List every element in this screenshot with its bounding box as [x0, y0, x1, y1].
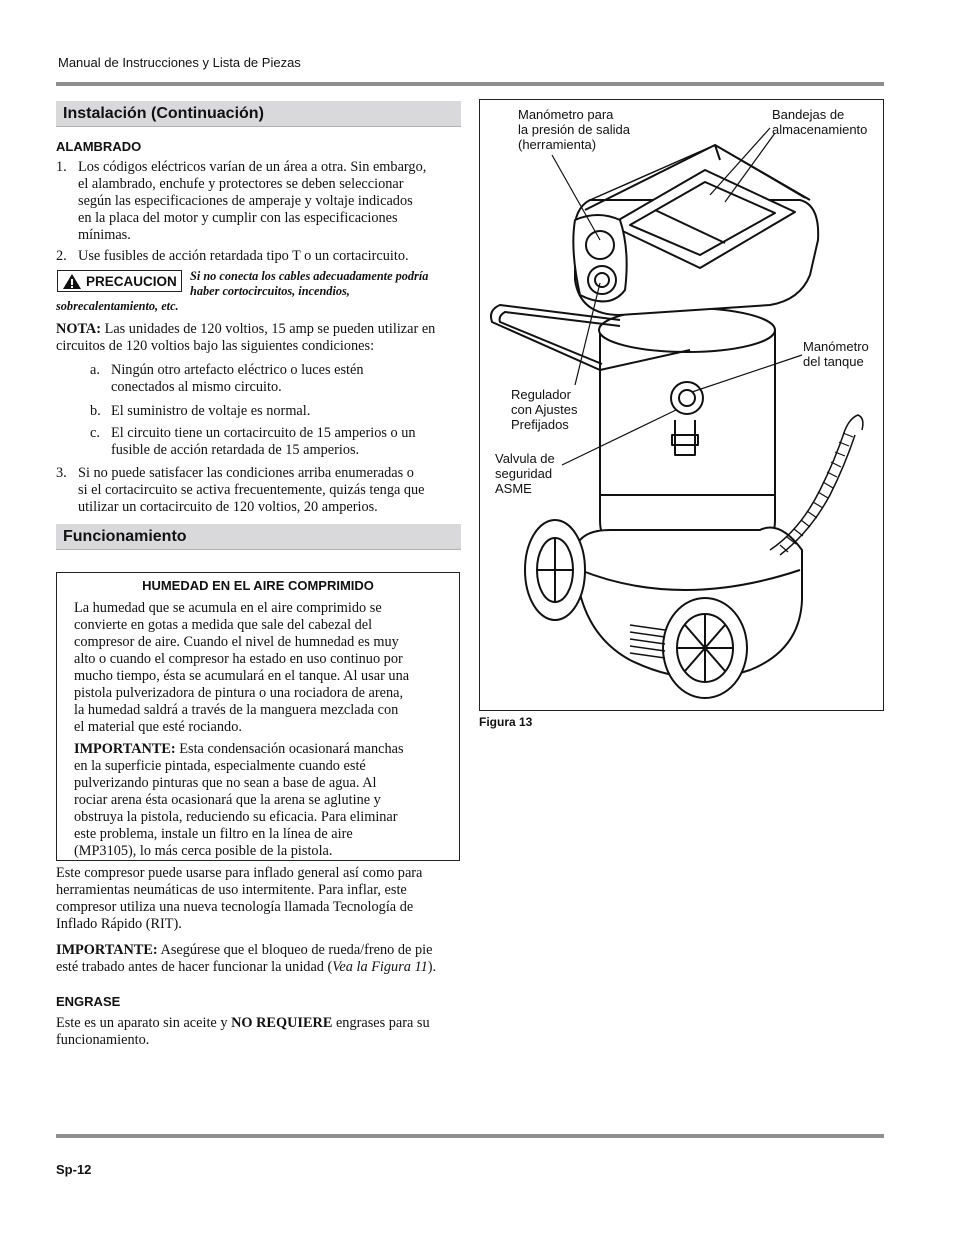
- sub-letter: b.: [90, 403, 101, 419]
- list-item-2: [56, 248, 466, 265]
- text-line: rociar arena ésta ocasionará que la arena se aglutine y: [74, 792, 381, 808]
- figure-caption: Figura 13: [479, 715, 533, 729]
- label-storage-trays: [772, 107, 867, 137]
- text-line: Las unidades de 120 voltios, 15 amp se pueden utilizar en: [101, 321, 436, 337]
- figure-reference: Vea la Figura 11: [332, 959, 428, 975]
- subheading-lubrication: ENGRASE: [56, 994, 121, 1009]
- important-paragraph: [56, 942, 471, 976]
- label-outlet-gauge: [518, 107, 630, 152]
- text-line: Manómetro para: [518, 107, 614, 122]
- sub-item-a: [90, 362, 470, 396]
- text-line: con Ajustes: [511, 402, 578, 417]
- sub-letter: a.: [90, 362, 100, 378]
- text-line: este problema, instale un filtro en la línea de aire: [74, 826, 353, 842]
- text-line: convierte en gotas a medida que sale del cabezal del: [74, 617, 373, 633]
- lubrication-paragraph: [56, 1015, 471, 1049]
- list-number: 1.: [56, 159, 67, 175]
- text-line: conectados al mismo circuito.: [111, 379, 282, 395]
- section-title-installation: Instalación (Continuación): [56, 101, 461, 127]
- footer-rule: [56, 1134, 884, 1138]
- list-item-1: [56, 159, 466, 244]
- text-line: Prefijados: [511, 417, 569, 432]
- section-title-operation: Funcionamiento: [56, 524, 461, 550]
- text-line: Regulador: [511, 387, 571, 402]
- important-label: IMPORTANTE:: [74, 741, 176, 757]
- text-line: la humedad saldrá a través de la manguera mezclada con: [74, 702, 399, 718]
- important-label: IMPORTANTE:: [56, 942, 158, 958]
- text-line: la presión de salida: [518, 122, 631, 137]
- list-number: 3.: [56, 465, 67, 481]
- text-line: alto o cuando el compresor ha estado en uso continuo por: [74, 651, 403, 667]
- text-line: compresor de aire. Cuando el nivel de humnedad es muy: [74, 634, 399, 650]
- text-line: herramientas neumáticas de uso intermitente. Para inflar, este: [56, 882, 407, 898]
- caution-text-line2: haber cortocircuitos, incendios,: [190, 284, 350, 298]
- caution-badge: [57, 270, 182, 292]
- text-line: seguridad: [495, 466, 553, 481]
- text-line: El circuito tiene un cortacircuito de 15 amperios o un: [111, 425, 416, 441]
- label-tank-gauge: [803, 339, 869, 369]
- text-line: Valvula de: [495, 451, 555, 466]
- text-line: Este es un aparato sin aceite y: [56, 1015, 232, 1031]
- text-line: en la placa del motor y cumplir con las especificaciones: [78, 210, 398, 226]
- text-line: fusible de acción retardada de 15 amperios.: [111, 442, 360, 458]
- text-line: almacenamiento: [772, 122, 868, 137]
- note-label: NOTA:: [56, 321, 102, 337]
- text-line: obstruya la pistola, reduciendo su eficacia. Para eliminar: [74, 809, 398, 825]
- text-line: Ningún otro artefacto eléctrico o luces estén: [111, 362, 364, 378]
- text-line: esté trabado antes de hacer funcionar la unidad (: [56, 959, 333, 975]
- subheading-wiring: ALAMBRADO: [56, 139, 142, 154]
- text-line: Asegúrese que el bloqueo de rueda/freno de pie: [157, 942, 433, 958]
- box-paragraph-1: [74, 600, 459, 736]
- caution-label: PRECAUCION: [86, 273, 177, 289]
- text-line: Si no puede satisfacer las condiciones arriba enumeradas o: [78, 465, 414, 481]
- warning-icon: [62, 273, 82, 290]
- figure-13-frame: [479, 99, 884, 711]
- text-line: pistola pulverizadora de pintura o una rociadora de arena,: [74, 685, 404, 701]
- list-number: 2.: [56, 248, 67, 264]
- list-item-3: [56, 465, 466, 516]
- text-line: según las especificaciones de amperaje y voltaje indicados: [78, 193, 413, 209]
- label-regulator: [511, 387, 578, 432]
- text-line: El suministro de voltaje es normal.: [111, 403, 311, 419]
- text-line: engrases para su: [332, 1015, 430, 1031]
- text-line: en la superficie pintada, especialmente cuando esté: [74, 758, 366, 774]
- sub-item-b: [90, 403, 470, 420]
- text-line: compresor utiliza una nueva tecnología llamada Tecnología de: [56, 899, 414, 915]
- text-line: el material que esté rociando.: [74, 719, 242, 735]
- text-line: (MP3105), lo más cerca posible de la pistola.: [74, 843, 333, 859]
- text-line: Bandejas de: [772, 107, 845, 122]
- text-line: ).: [427, 959, 437, 975]
- text-line: funcionamiento.: [56, 1032, 150, 1048]
- text-line: si el cortacircuito se activa frecuentemente, quizás tenga que: [78, 482, 425, 498]
- text-line: circuitos de 120 voltios bajo las siguientes condiciones:: [56, 338, 375, 354]
- moisture-info-box: [56, 572, 460, 861]
- box-paragraph-2: [74, 741, 459, 860]
- sub-letter: c.: [90, 425, 100, 441]
- operation-paragraph: [56, 865, 471, 933]
- text-line: mínimas.: [78, 227, 131, 243]
- text-line: mucho tiempo, ésta se acumulará en el tanque. Al usar una: [74, 668, 410, 684]
- caution-text-line3: sobrecalentamiento, etc.: [56, 299, 179, 313]
- emphasis-text: NO REQUIERE: [231, 1015, 333, 1031]
- note-paragraph: [56, 321, 466, 355]
- text-line: el alambrado, enchufe y protectores se deben seleccionar: [78, 176, 404, 192]
- text-line: utilizar un cortacircuito de 120 voltios, 20 amperios.: [78, 499, 378, 515]
- text-line: pulverizando pinturas que no sean a base de agua. Al: [74, 775, 377, 791]
- sub-item-c: [90, 425, 470, 459]
- header-rule: [56, 82, 884, 86]
- text-line: Inflado Rápido (RIT).: [56, 916, 182, 932]
- text-line: Manómetro: [803, 339, 869, 354]
- text-line: Esta condensación ocasionará manchas: [175, 741, 404, 757]
- text-line: La humedad que se acumula en el aire comprimido se: [74, 600, 382, 616]
- text-line: ASME: [495, 481, 532, 496]
- box-title: HUMEDAD EN EL AIRE COMPRIMIDO: [142, 578, 374, 593]
- text-line: (herramienta): [518, 137, 597, 152]
- label-safety-valve: [495, 451, 555, 496]
- page-number: Sp-12: [56, 1162, 92, 1177]
- text-line: Los códigos eléctricos varían de un área a otra. Sin embargo,: [78, 159, 427, 175]
- text-line: del tanque: [803, 354, 864, 369]
- text-line: Este compresor puede usarse para inflado general así como para: [56, 865, 423, 881]
- caution-text-line1: Si no conecta los cables adecuadamente podría: [190, 269, 429, 283]
- text-line: Use fusibles de acción retardada tipo T o un cortacircuito.: [78, 248, 409, 264]
- page-header: Manual de Instrucciones y Lista de Piezas: [58, 55, 301, 70]
